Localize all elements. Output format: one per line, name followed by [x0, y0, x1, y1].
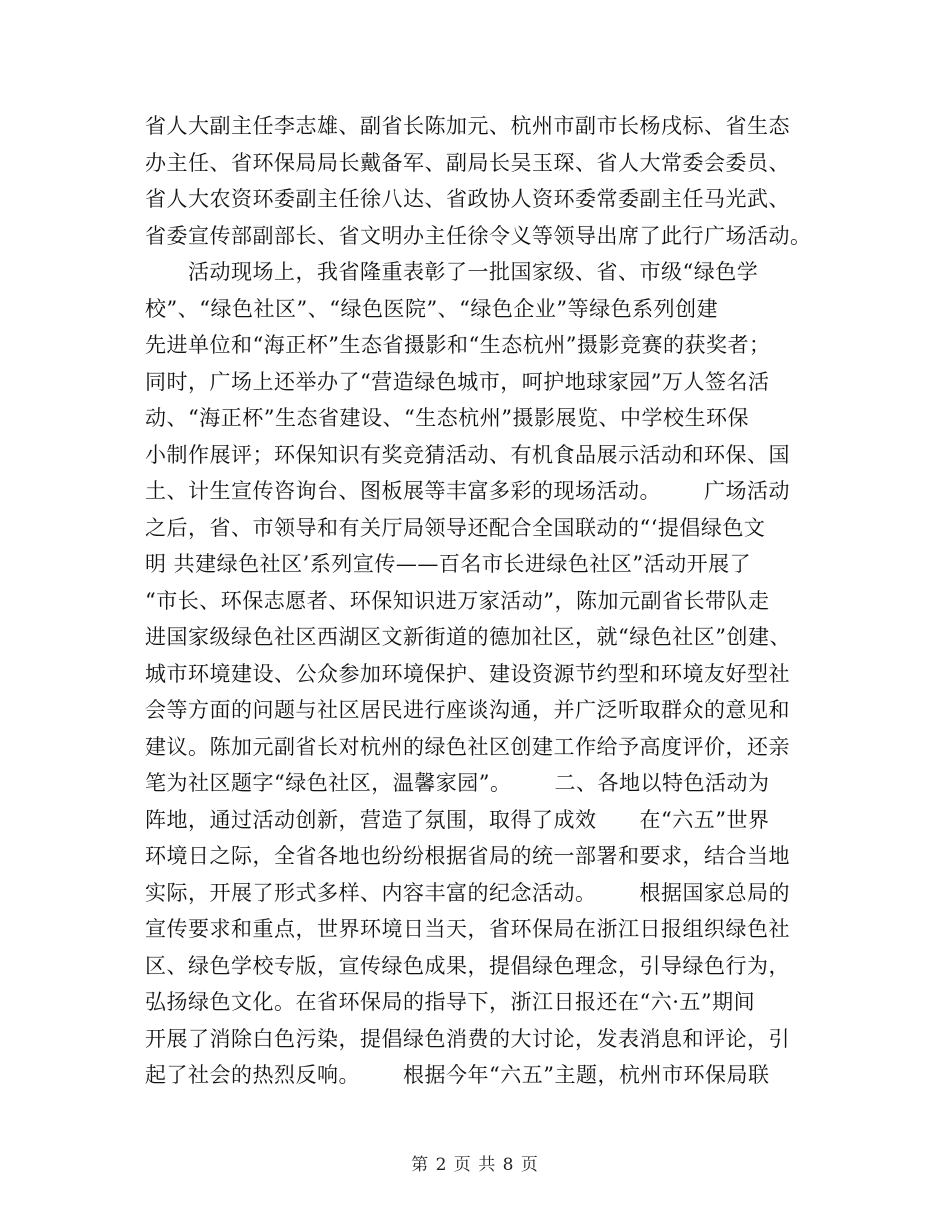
text-line: 之后，省、市领导和有关厅局领导还配合全国联动的“‘提倡绿色文 — [145, 515, 766, 540]
text-line: 进国家级绿色社区西湖区文新街道的德加社区，就“绿色社区”创建、 — [145, 625, 791, 649]
text-line: 明 共建绿色社区’系列宣传——百名市长进绿色社区”活动开展了 — [145, 552, 752, 576]
text-line: 建议。陈加元副省长对杭州的绿色社区创建工作给予高度评价，还亲 — [145, 734, 790, 759]
text-line: 办主任、省环保局局长戴备军、副局长吴玉琛、省人大常委会委员、 — [145, 150, 790, 175]
text-line: 实际，开展了形式多样、内容丰富的纪念活动。 根据国家总局的 — [145, 880, 791, 905]
text-line: 弘扬绿色文化。在省环保局的指导下，浙江日报还在“六·五”期间 — [145, 990, 756, 1014]
body-text — [145, 108, 815, 1094]
page-number-footer: 第 2 页 共 8 页 — [411, 1155, 539, 1175]
text-line: 省委宣传部副部长、省文明办主任徐令义等领导出席了此行广场活动。 — [145, 223, 812, 248]
text-line: 省人大副主任李志雄、副省长陈加元、杭州市副市长杨戌标、省生态 — [145, 114, 790, 138]
text-line: 小制作展评；环保知识有奖竞猜活动、有机食品展示活动和环保、国 — [145, 442, 790, 467]
text-line: 起了社会的热烈反响。 根据今年“六五”主题，杭州市环保局联 — [145, 1063, 770, 1087]
text-line: 土、计生宣传咨询台、图板展等丰富多彩的现场活动。 广场活动 — [145, 479, 791, 503]
text-line: 动、“海正杯”生态省建设、“生态杭州”摄影展览、中学校生环保 — [145, 406, 749, 430]
text-line: 先进单位和“海正杯”生态省摄影和“生态杭州”摄影竞赛的获奖者； — [145, 333, 771, 357]
text-line: 宣传要求和重点，世界环境日当天，省环保局在浙江日报组织绿色社 — [145, 917, 790, 941]
text-line: 阵地，通过活动创新，营造了氛围，取得了成效 在“六五”世界 — [145, 807, 770, 832]
text-line: 环境日之际，全省各地也纷纷根据省局的统一部署和要求，结合当地 — [145, 844, 790, 868]
text-line: 校”、“绿色社区”、“绿色医院”、“绿色企业”等绿色系列创建 — [145, 296, 719, 321]
text-line: 省人大农资环委副主任徐八达、省政协人资环委常委副主任马光武、 — [145, 187, 790, 211]
text-line: 开展了消除白色污染，提倡绿色消费的大讨论，发表消息和评论，引 — [145, 1026, 790, 1051]
text-line: “市长、环保志愿者、环保知识进万家活动”，陈加元副省长带队走 — [145, 588, 770, 613]
text-line: 城市环境建设、公众参加环境保护、建设资源节约型和环境友好型社 — [145, 661, 790, 686]
text-line: 活动现场上，我省隆重表彰了一批国家级、省、市级“绿色学 — [145, 260, 759, 284]
text-line: 区、绿色学校专版，宣传绿色成果，提倡绿色理念，引导绿色行为， — [145, 953, 790, 978]
text-line: 会等方面的问题与社区居民进行座谈沟通，并广泛听取群众的意见和 — [145, 698, 790, 722]
text-line: 同时，广场上还举办了“营造绿色城市，呵护地球家园”万人签名活 — [145, 369, 770, 394]
text-line: 笔为社区题字“绿色社区，温馨家园”。 二、各地以特色活动为 — [145, 771, 770, 795]
